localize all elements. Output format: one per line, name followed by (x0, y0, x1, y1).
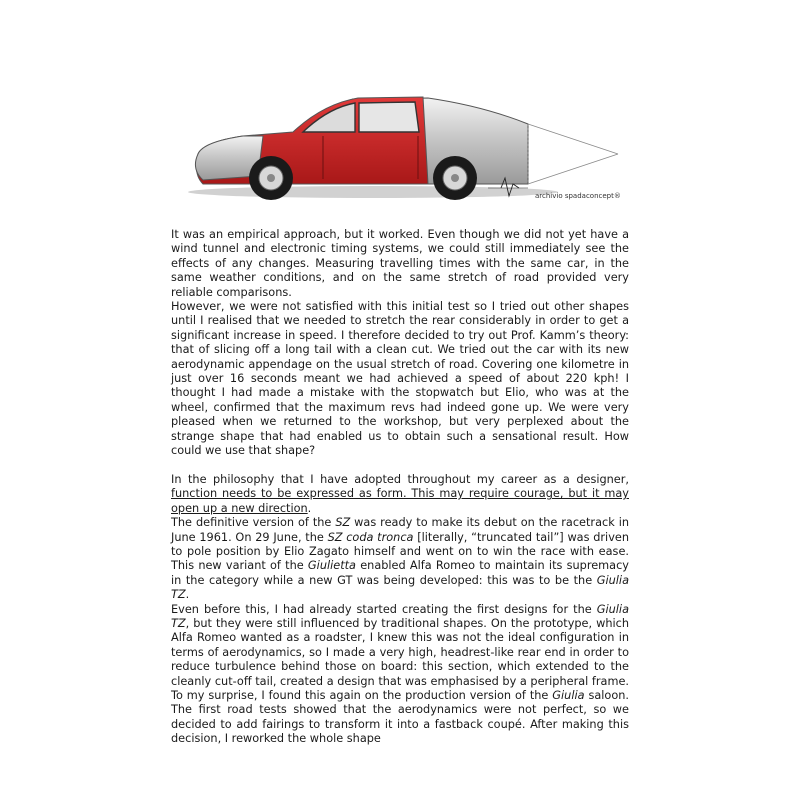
paragraph-2: However, we were not satisfied with this initial test so I tried out other shapes until I realised that we needed to stretch the rear considerably in order to get a significant increase in speed. I therefore decided to try out Prof. Kamm’s theory: that of slicing off a long tail with a clean cut. We tried out the car with its new aerodynamic appendage on the usual stretch of road. Covering one kilometre in just over 16 seconds meant we had achieved a speed of about 220 kph! I thought I had made a mistake with the stopwatch but Elio, who was at the wheel, confirmed that the maximum revs had indeed gone up. We were very pleased when we returned to the workshop, but very perplexed about the strange shape that had enabled us to obtain such a sensational result. How could we use that shape? (171, 300, 629, 458)
image-credit: archivio spadaconcept® (535, 192, 621, 200)
text-run: , but they were still influenced by traditional shapes. On the prototype, which Alfa Romeo wanted as a roadster, I knew this was not the ideal configuration in terms of aerodynamics, so I made a very high, headrest-like rear end in order to reduce turbulence behind those on board: this section, which extended to the cleanly cut-off tail, created a design that was emphasised by a peripheral frame. To my surprise, I found this again on the production version of the (171, 616, 629, 702)
text-run: was ready to make its debut on the racetrack in June 1961. On 29 June, the (171, 516, 629, 544)
paragraph-5 (171, 603, 629, 747)
italic-run: SZ coda tronca (327, 530, 414, 544)
underlined-quote: function needs to be expressed as form. This may require courage, but it may open up a new direction (171, 487, 629, 515)
paragraph-4 (171, 516, 629, 602)
paragraph-3-tail: . (307, 501, 312, 515)
text-run: Even before this, I had already started creating the first designs for the (171, 602, 597, 616)
italic-run: Giulietta (307, 559, 356, 573)
text-run: [literally, “truncated tail”] was driven to pole position by Elio Zagato himself and went on to win the race with ease. This new variant of the (171, 530, 629, 573)
italic-run: Giulia TZ (171, 602, 629, 630)
text-run: The definitive version of the (171, 516, 336, 530)
italic-run: Giulia (552, 688, 585, 702)
paragraph-3-lead: In the philosophy that I have adopted throughout my career as a designer, (171, 472, 629, 486)
italic-run: SZ (335, 516, 351, 530)
car-sketch-illustration (183, 84, 623, 204)
paragraph-1: It was an empirical approach, but it worked. Even though we did not yet have a wind tunnel and electronic timing systems, we could still immediately see the effects of any changes. Measuring travelling times with the same car, in the same weather conditions, and on the same stretch of road provided very reliable comparisons. (171, 228, 629, 299)
italic-run: Giulia TZ (171, 573, 629, 602)
text-run: saloon. The first road tests showed that the aerodynamics were not perfect, so we decided to add fairings to transform it into a fastback coupé. After making this decision, I reworked the whole shape (171, 688, 629, 746)
text-run: . (185, 588, 190, 602)
text-run: enabled Alfa Romeo to maintain its supremacy in the category while a new GT was being developed: this was to be the (171, 559, 629, 587)
car-sketch-figure (183, 84, 623, 204)
paragraph-3 (171, 473, 629, 516)
body-text (171, 228, 629, 747)
